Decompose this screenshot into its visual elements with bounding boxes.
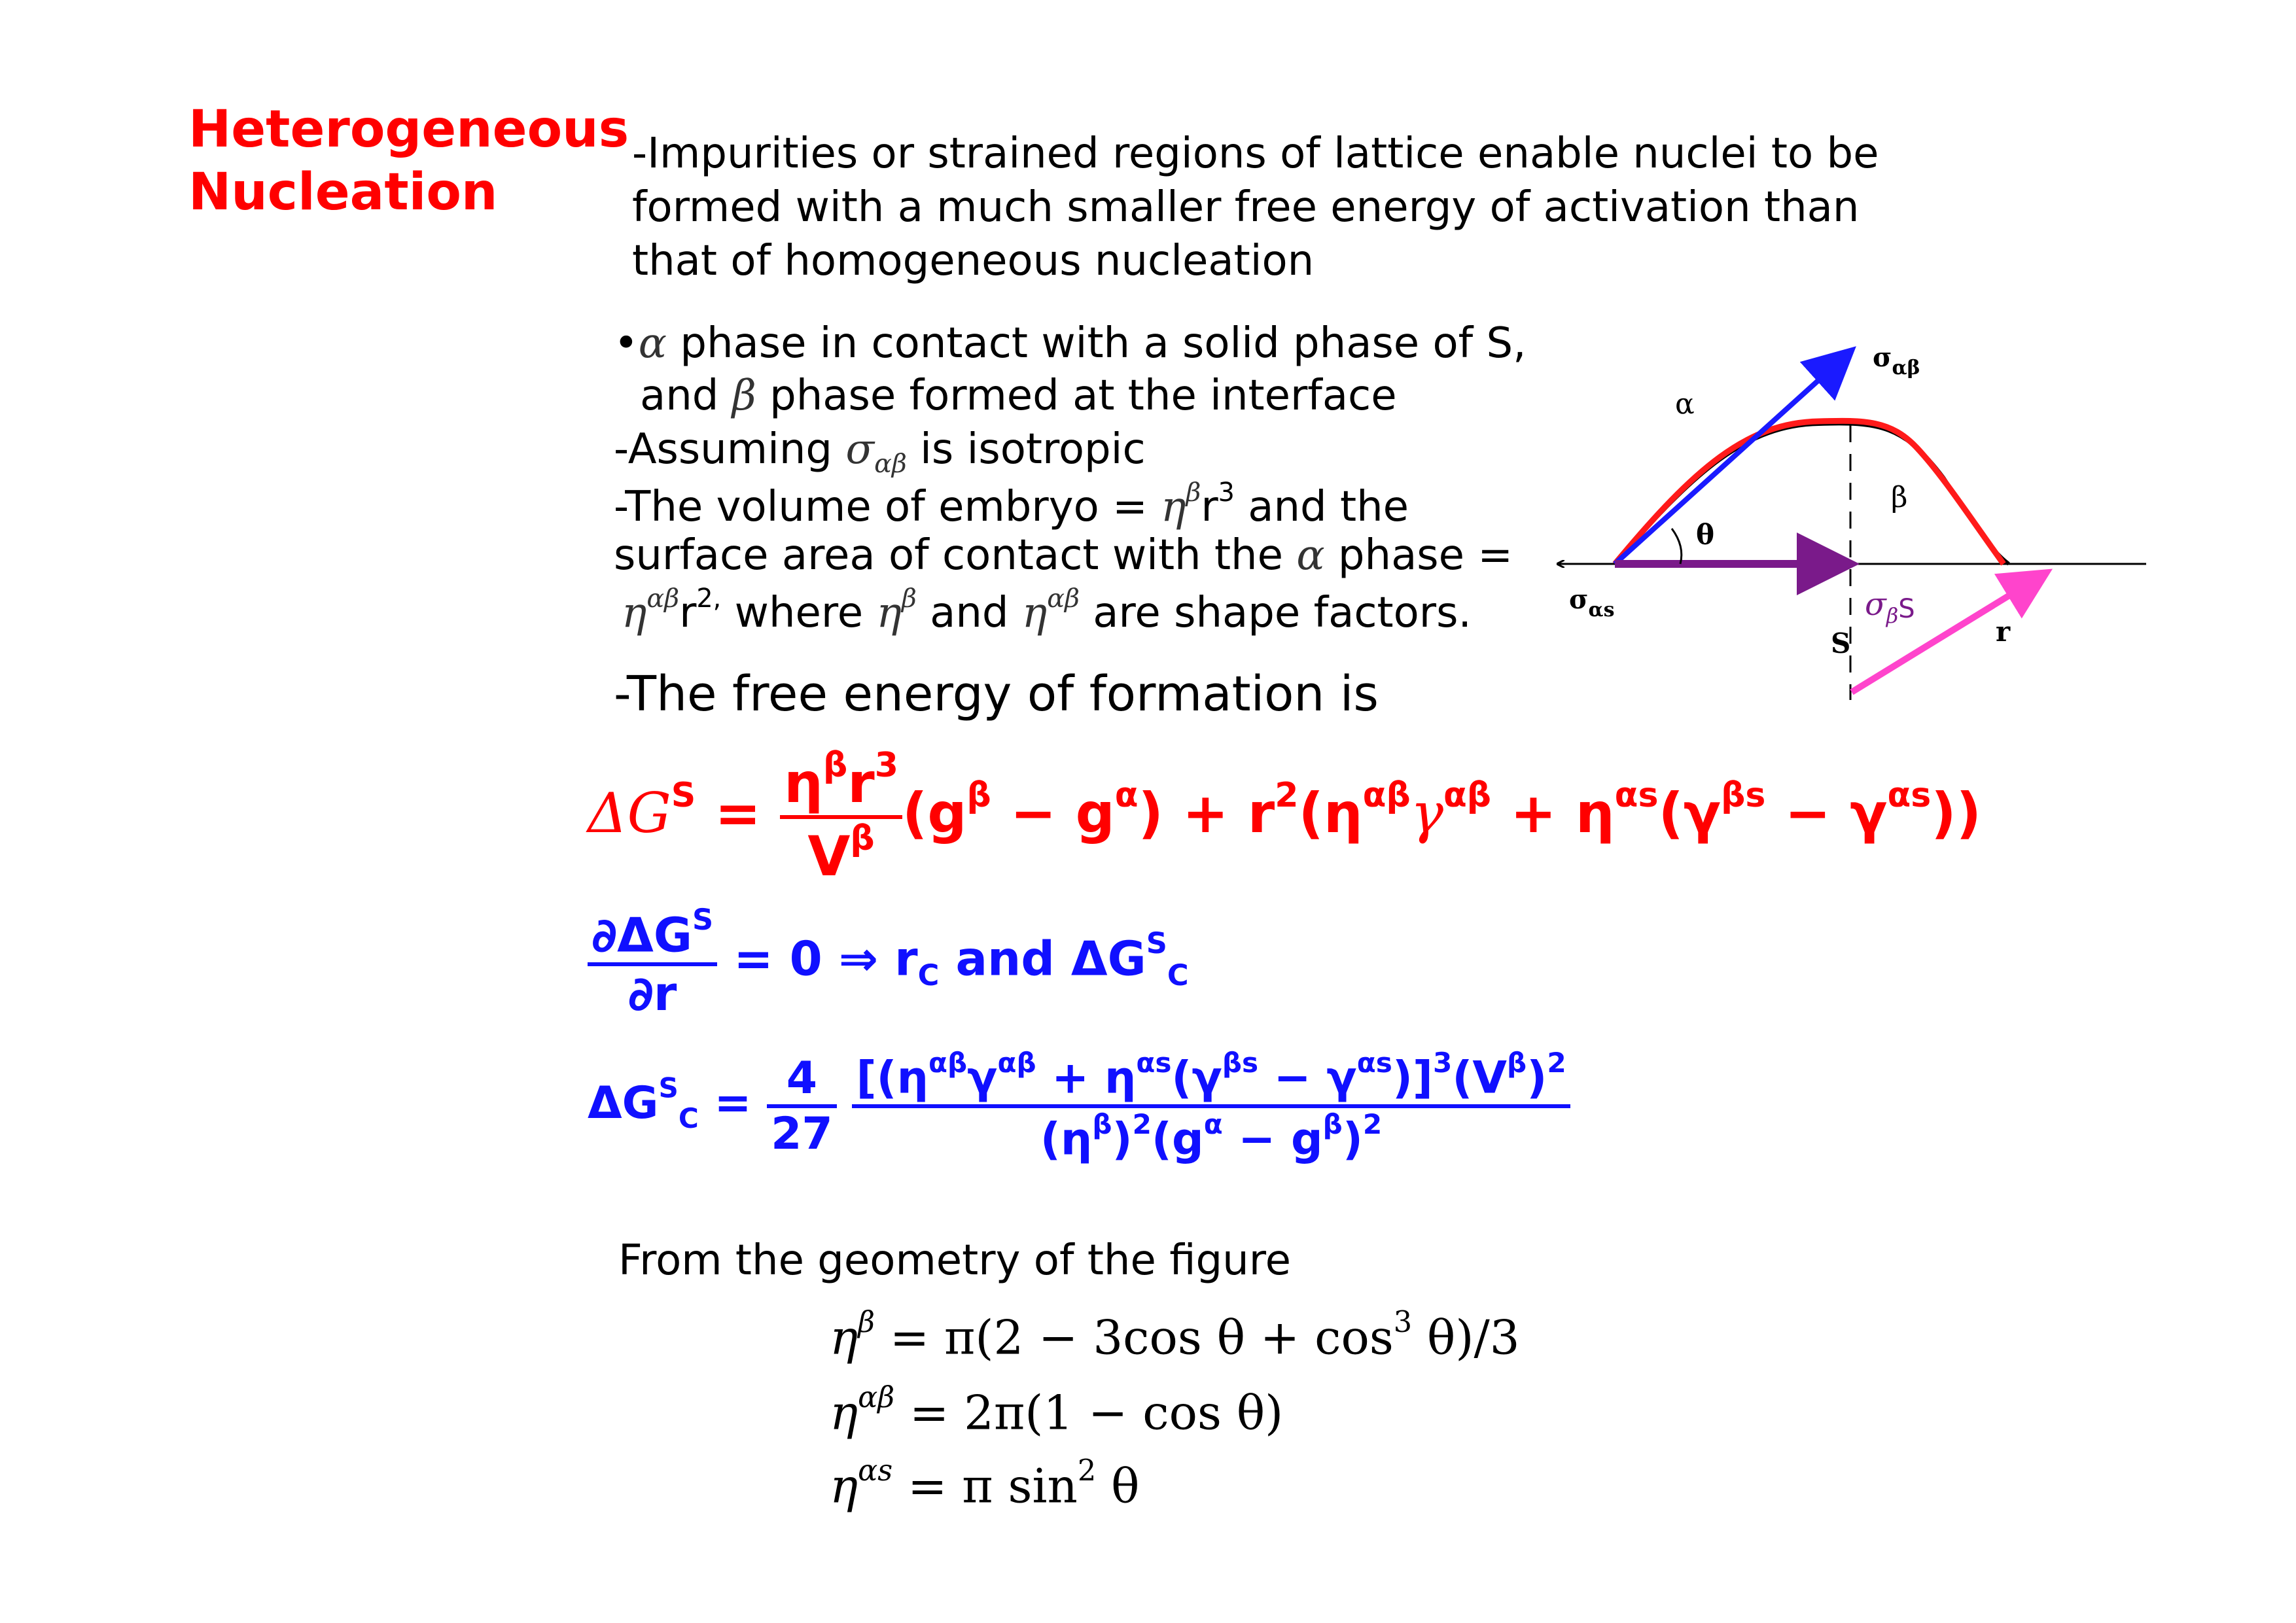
title-line-1: Heterogeneous xyxy=(188,100,629,159)
volume-line: -The volume of embryo = $\eta^\beta r^3$ and the xyxy=(614,478,1409,531)
assuming-line: -Assuming $\sigma_{\alpha\beta}$ is isotropic xyxy=(614,425,1146,479)
sigma-ab-arrow xyxy=(1615,353,1848,564)
eq2-fraction: $\frac{\partial\Delta G^S}{\partial r}$ xyxy=(588,903,717,1021)
formula-eta-alphabeta: $\eta^{\alpha\beta} = 2\pi(1 - \cos \theta)$ xyxy=(830,1380,1284,1440)
equation-critical-condition: $\frac{\partial\Delta G^S}{\partial r}$ = 0 ⇒ $r_C$ and $\Delta G^S_C$ xyxy=(588,903,1189,1021)
intro-line-3: that of homogeneous nucleation xyxy=(632,237,1315,285)
label-beta: β xyxy=(1891,481,1908,514)
label-sigma-as: $\sigma_{\alpha s}$ xyxy=(1569,584,1615,621)
surface-line: surface area of contact with the α phase = xyxy=(614,531,1513,580)
nucleation-diagram xyxy=(1538,327,2153,733)
label-theta: θ xyxy=(1696,519,1715,551)
intro-line-1: -Impurities or strained regions of lattice enable nuclei to be xyxy=(632,130,1879,178)
bullet-line-1: •α phase in contact with a solid phase of S, xyxy=(614,319,1527,368)
label-sigma-ab: $\sigma_{\alpha\beta}$ xyxy=(1873,342,1920,379)
intro-paragraph xyxy=(632,127,1879,288)
bullet-line-2: and β phase formed at the interface xyxy=(640,372,1397,420)
geometry-intro: From the geometry of the figure xyxy=(618,1236,1291,1285)
intro-line-2: formed with a much smaller free energy of activation than xyxy=(632,183,1860,232)
eq1-fraction: $\frac{\eta^\beta r^3}{V^\beta}$ xyxy=(780,746,902,888)
shape-factor-line: $\eta^{\alpha\beta}r^{2,}$ where $\eta^\beta$ and $\eta^{\alpha\beta}$ are shape factors. xyxy=(622,584,1472,637)
equation-critical-energy: $\Delta G^S_C$ = $\frac{4}{27}$ $\frac{[(\eta^{\alpha\beta}\gamma^{\alpha\beta} + \eta^{\alpha s}(\gamma^{\beta s} - \gamma^{\alpha s})]^3(V^\beta)^2}{(\eta^\beta)^2(g^\alpha - g^\beta)^2}$ xyxy=(588,1047,1570,1165)
title-line-2: Nucleation xyxy=(188,163,498,222)
theta-arc xyxy=(1672,529,1682,564)
eq3-fraction: $\frac{[(\eta^{\alpha\beta}\gamma^{\alpha\beta} + \eta^{\alpha s}(\gamma^{\beta s} - \gamma^{\alpha s})]^3(V^\beta)^2}{(\eta^\beta)^2(g^\alpha - g^\beta)^2}$ xyxy=(852,1047,1570,1165)
free-energy-line: -The free energy of formation is xyxy=(614,666,1379,722)
label-S: S xyxy=(1831,627,1851,659)
equation-free-energy: $\Delta G^S$ = $\frac{\eta^\beta r^3}{V^\beta}$ $(g^\beta - g^\alpha) + r^2(\eta^{\alpha\beta}\gamma^{\alpha\beta} + \eta^{\alpha s}(\gamma^{\beta s} - \gamma^{\alpha s}))$ xyxy=(588,746,1981,889)
slide-title xyxy=(188,98,629,224)
label-sigma-bs: $\sigma_\beta S$ xyxy=(1865,586,1915,628)
embryo-cap xyxy=(1615,421,2004,564)
label-alpha: α xyxy=(1675,387,1695,421)
label-r: r xyxy=(1996,616,2011,648)
eq3-constant: $\frac{4}{27}$ xyxy=(767,1053,837,1160)
formula-eta-beta: $\eta^\beta = \pi(2 - 3\cos$ $\theta + \cos^3 \theta)/3$ xyxy=(830,1305,1520,1365)
formula-eta-alphas: $\eta^{\alpha s} = \pi$ $\sin^2 \theta$ xyxy=(830,1454,1140,1514)
